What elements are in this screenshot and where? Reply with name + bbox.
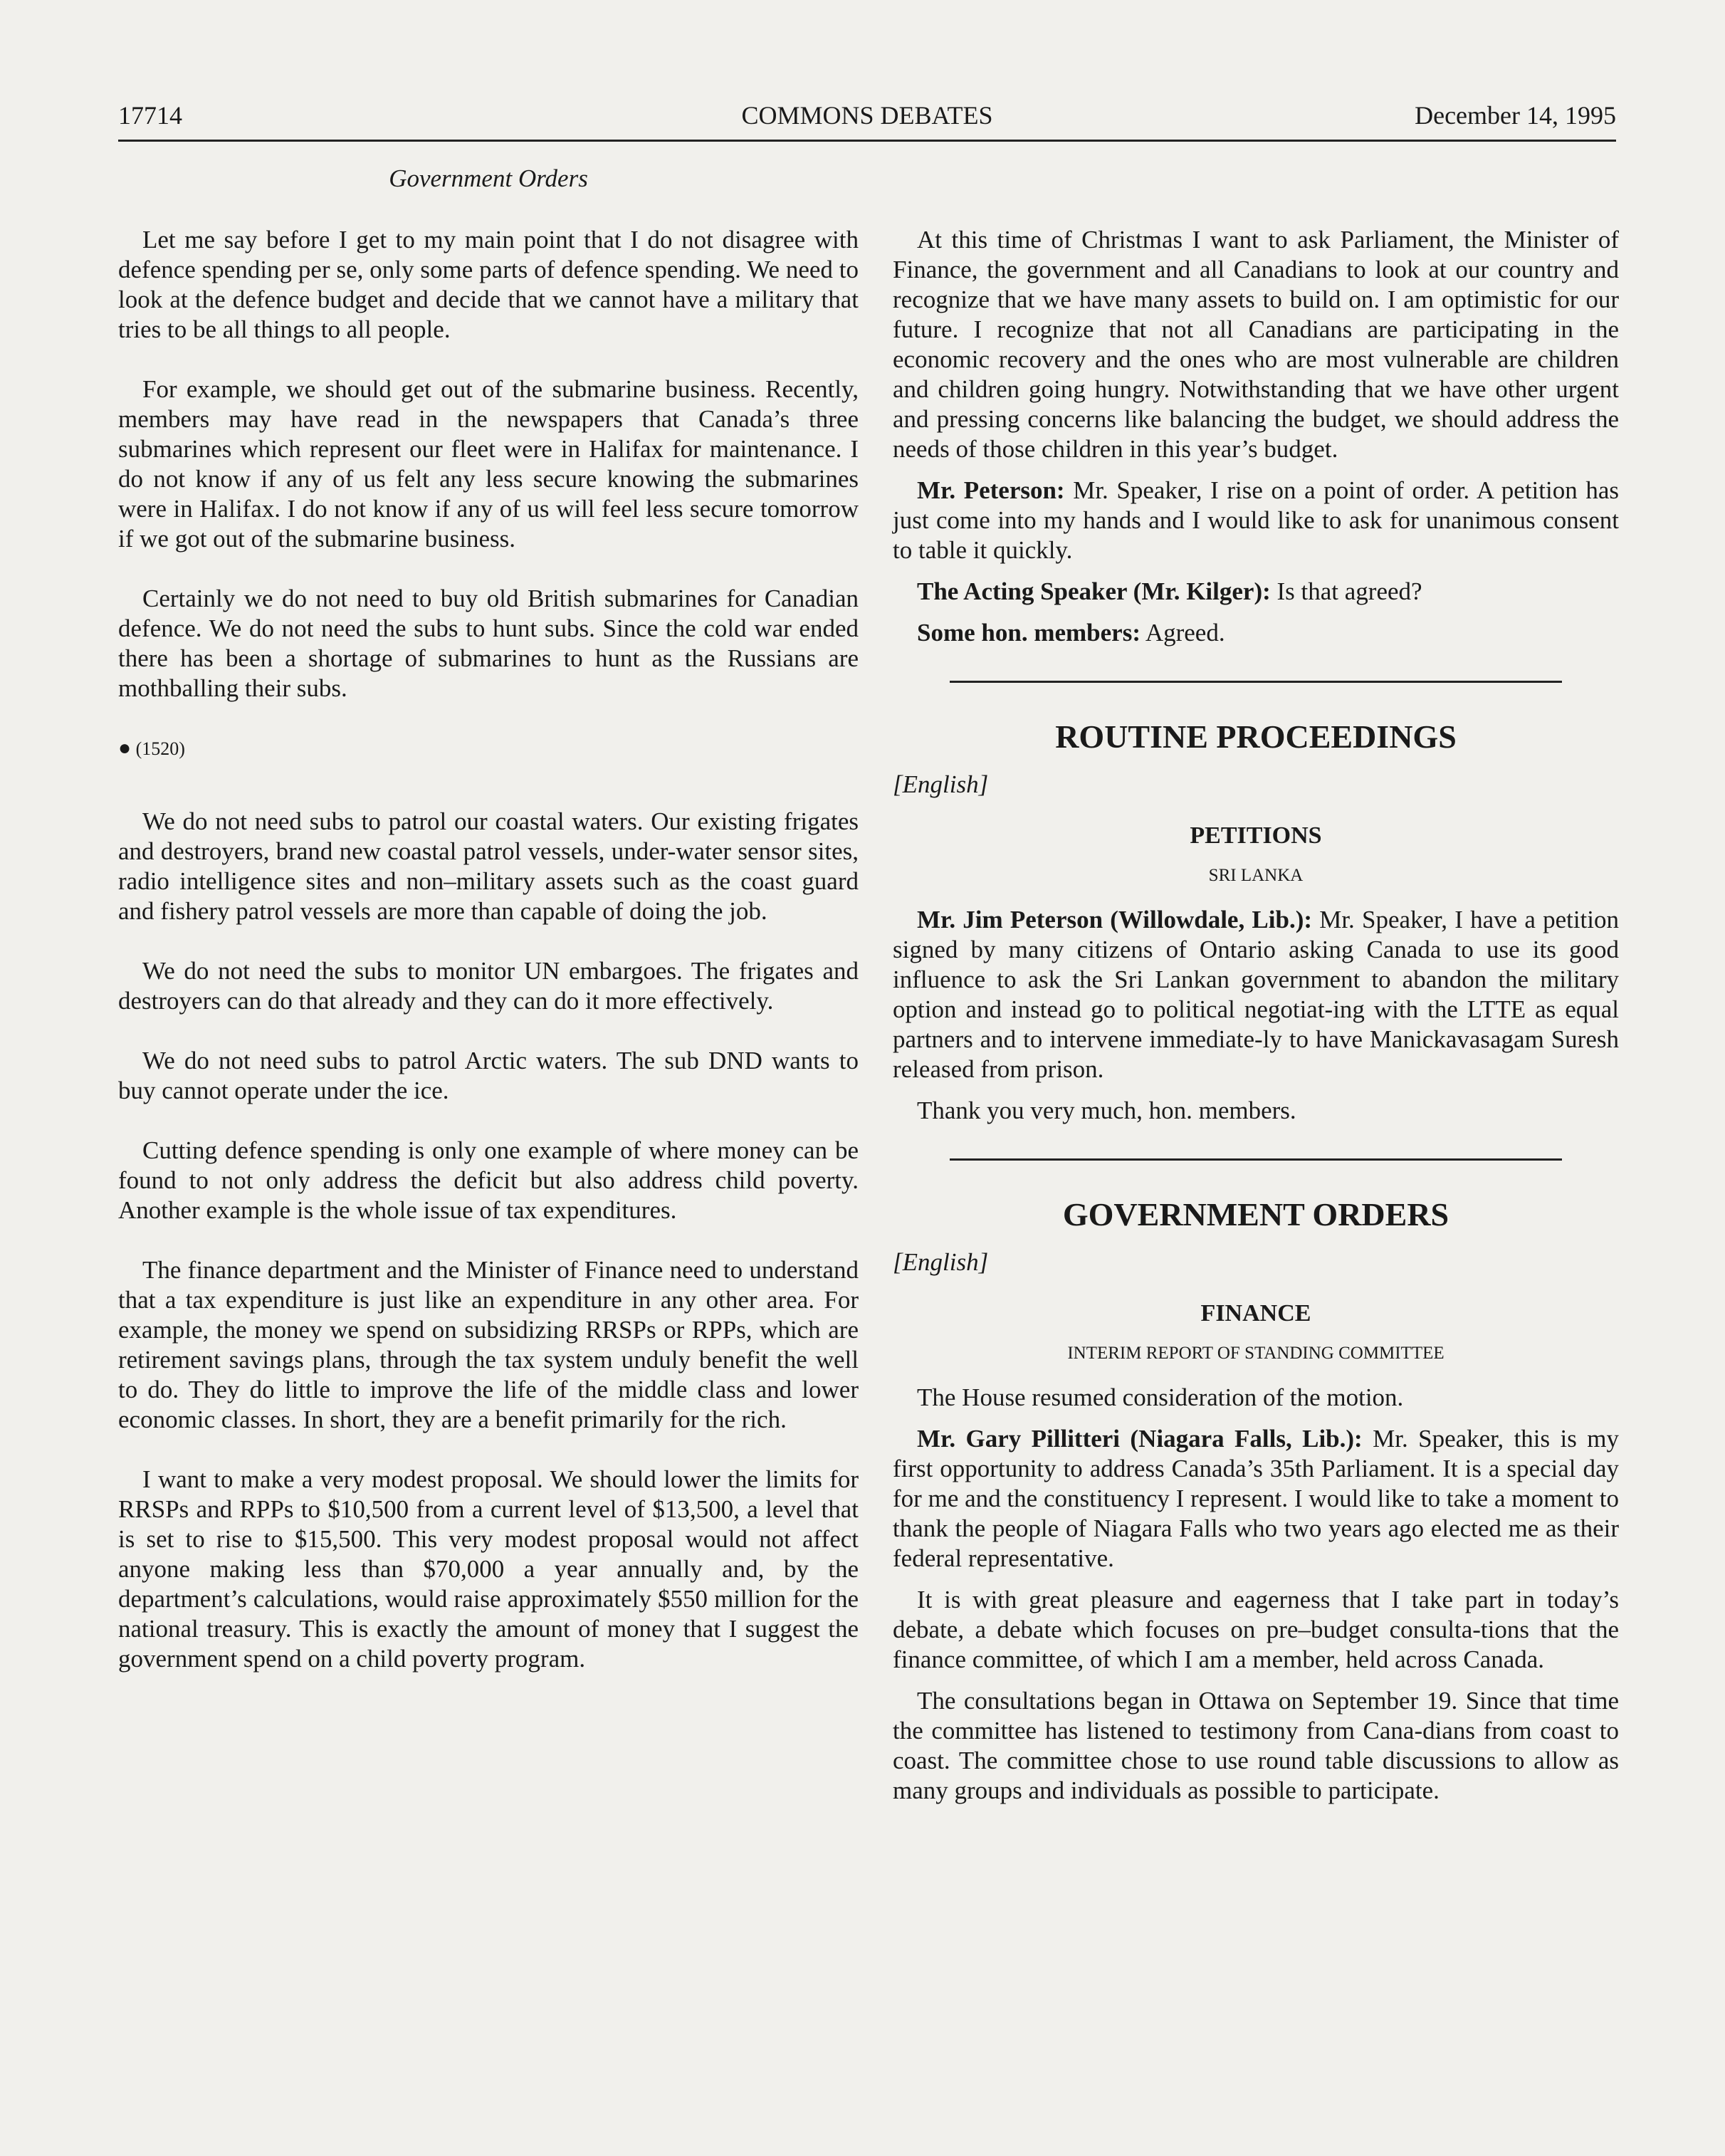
section-subheading: Government Orders xyxy=(389,164,588,192)
paragraph: Cutting defence spending is only one example of where money can be found to not only address the deficit but also address child poverty. Another example is the whole issue of tax expenditures. xyxy=(118,1136,859,1224)
speaker-name: Some hon. members: xyxy=(917,619,1141,647)
page-header xyxy=(118,101,1616,142)
paragraph: We do not need the subs to monitor UN embargoes. The frigates and destroyers can do that already and they can do it more effectively. xyxy=(118,957,859,1015)
speech-paragraph xyxy=(893,476,1619,565)
speaker-name: The Acting Speaker (Mr. Kilger): xyxy=(917,577,1271,605)
section-title: GOVERNMENT ORDERS xyxy=(1062,1196,1449,1233)
speaker-name: Mr. Jim Peterson (Willowdale, Lib.): xyxy=(917,906,1313,933)
paragraph: The House resumed consideration of the motion. xyxy=(917,1383,1404,1411)
speech-text: Mr. Speaker, this is my first opportunity to address Canada’s 35th Parliament. It is a special day for me and the constituency I represent. I would like to take a moment to thank the people of Niagara Falls who two years ago elected me as their federal representative. xyxy=(893,1425,1620,1572)
paragraph: The finance department and the Minister of Finance need to understand that a tax expenditure is just like an expenditure in any other area. For example, the money we spend on subsidizing RRSPs or RPPs, which are retirement savings plans, through the tax system unduly benefit the well to do. They do little to improve the life of the middle class and lower economic classes. In short, they are a benefit primarily for the rich. xyxy=(118,1256,859,1433)
section-title: ROUTINE PROCEEDINGS xyxy=(1055,718,1457,755)
speaker-name: Mr. Peterson: xyxy=(917,476,1065,504)
paragraph: Thank you very much, hon. members. xyxy=(917,1097,1296,1124)
minor-heading: SRI LANKA xyxy=(1208,866,1304,885)
paragraph: For example, we should get out of the submarine business. Recently, members may have read in the newspapers that Canada’s three submarines which represent our fleet were in Halifax for maintenance. I do not know if any of us felt any less secure knowing the submarines were in Halifax. I do not know if any of us will feel less secure tomorrow if we got out of the submarine business. xyxy=(118,375,859,553)
paragraph: At this time of Christmas I want to ask Parliament, the Minister of Finance, the government and all Canadians to look at our country and recognize that we have many assets to build on. I am optimistic for our future. I recognize that not all Canadians are participating in the economic recovery and the ones who are most vulnerable are children and children going hungry. Notwithstanding that we have other urgent and pressing concerns like balancing the budget, we should address the needs of those children in this year’s budget. xyxy=(893,226,1619,463)
speech-paragraph xyxy=(893,905,1619,1084)
speech-text: Mr. Speaker, I rise on a point of order. A petition has just come into my hands and I would like to ask for unanimous consent to table it quickly. xyxy=(893,476,1619,564)
speech-paragraph xyxy=(893,1424,1619,1574)
bullet-icon: ● xyxy=(118,736,132,760)
paragraph: Certainly we do not need to buy old British submarines for Canadian defence. We do not need the subs to hunt subs. Since the cold war ended there has been a shortage of submarines to hunt as the Russians are mothballing their subs. xyxy=(118,585,859,702)
speech-paragraph xyxy=(893,577,1619,607)
speech-paragraph xyxy=(893,618,1619,648)
right-column xyxy=(893,225,1619,1817)
paragraph: Let me say before I get to my main point that I do not disagree with defence spending per se, only some parts of defence spending. We need to look at the defence budget and decide that we cannot have a military that tries to be all things to all people. xyxy=(118,226,859,343)
paragraph: I want to make a very modest proposal. We should lower the limits for RRSPs and RPPs to $10,500 from a current level of $13,500, a level that is set to rise to $15,500. This very modest proposal would not affect anyone making less than $70,000 a year annually and, by the department’s calculations, would raise approximately $550 million for the national treasury. This is exactly the amount of money that I suggest the government spend on a child poverty program. xyxy=(118,1465,859,1673)
language-marker: [English] xyxy=(893,770,989,798)
section-divider xyxy=(950,1158,1562,1161)
time-marker-label: (1520) xyxy=(135,738,185,759)
left-column xyxy=(118,164,859,1704)
page-number: 17714 xyxy=(118,101,182,130)
subsection-heading: FINANCE xyxy=(1200,1300,1311,1326)
publication-title: COMMONS DEBATES xyxy=(741,101,993,130)
speech-text: Agreed. xyxy=(1141,619,1225,647)
speech-text: Mr. Speaker, I have a petition signed by many citizens of Ontario asking Canada to use its good influence to ask the Sri Lankan government to abandon the military option and instead go to political negotiat-ing with the LTTE as equal partners and to intervene immediate-ly to have Manickavasagam Suresh released from prison. xyxy=(893,906,1619,1083)
paragraph: It is with great pleasure and eagerness that I take part in today’s debate, a debate which focuses on pre–budget consulta-tions that the finance committee, of which I am a member, held across Canada. xyxy=(893,1586,1619,1673)
header-date: December 14, 1995 xyxy=(1415,101,1616,130)
section-divider xyxy=(950,681,1562,683)
speaker-name: Mr. Gary Pillitteri (Niagara Falls, Lib.): xyxy=(917,1425,1363,1453)
paragraph: We do not need subs to patrol our coastal waters. Our existing frigates and destroyers, brand new coastal patrol vessels, under-water sensor sites, radio intelligence sites and non–military assets such as the coast guard and fishery patrol vessels are more than capable of doing the job. xyxy=(118,807,859,925)
paragraph: We do not need subs to patrol Arctic waters. The sub DND wants to buy cannot operate under the ice. xyxy=(118,1047,859,1104)
time-marker xyxy=(118,733,859,764)
minor-heading: INTERIM REPORT OF STANDING COMMITTEE xyxy=(1067,1344,1445,1363)
subsection-heading: PETITIONS xyxy=(1190,822,1322,849)
speech-text: Is that agreed? xyxy=(1270,577,1422,605)
language-marker: [English] xyxy=(893,1248,989,1276)
paragraph: The consultations began in Ottawa on September 19. Since that time the committee has listened to testimony from Cana-dians from coast to coast. The committee chose to use round table discussions to allow as many groups and individuals as possible to participate. xyxy=(893,1687,1619,1804)
